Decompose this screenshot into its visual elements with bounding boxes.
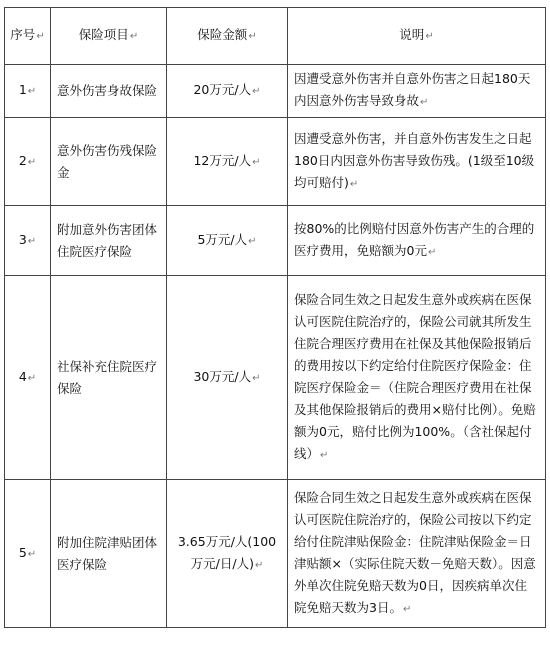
table-row	[5, 480, 546, 628]
item-cell	[51, 276, 167, 480]
paragraph-mark-icon: ↵	[248, 235, 257, 247]
paragraph-mark-icon: ↵	[254, 559, 264, 571]
paragraph-mark-icon: ↵	[427, 246, 437, 258]
row-number: 3	[18, 231, 27, 247]
amount-value: 20万元/人	[193, 82, 252, 97]
insurance-table	[4, 7, 546, 628]
item-cell	[51, 65, 167, 118]
table-row	[5, 118, 546, 206]
description-cell	[288, 276, 546, 480]
paragraph-mark-icon: ↵	[129, 31, 139, 42]
paragraph-mark-icon: ↵	[27, 548, 37, 560]
paragraph-mark-icon: ↵	[27, 156, 37, 168]
paragraph-mark-icon: ↵	[36, 31, 45, 42]
table-row	[5, 65, 546, 118]
amount-cell	[167, 206, 288, 276]
amount-cell	[167, 480, 288, 628]
row-number: 1	[18, 82, 27, 97]
table-row	[5, 206, 546, 276]
item-name: 社保补充住院医疗保险	[57, 358, 158, 396]
description-cell	[288, 65, 546, 118]
paragraph-mark-icon: ↵	[252, 156, 261, 168]
amount-cell	[167, 65, 288, 118]
item-name: 意外伤害身故保险	[57, 83, 158, 98]
description-cell	[288, 206, 546, 276]
description-text: 按80%的比例赔付因意外伤害产生的合理的医疗费用，免赔额为0元	[294, 220, 535, 258]
paragraph-mark-icon: ↵	[27, 372, 37, 384]
item-cell	[51, 480, 167, 628]
paragraph-mark-icon: ↵	[27, 235, 37, 247]
row-number-cell	[5, 480, 51, 628]
row-number: 2	[18, 152, 27, 168]
amount-value: 30万元/人	[193, 368, 252, 384]
paragraph-mark-icon: ↵	[27, 86, 37, 97]
description-text: 因遭受意外伤害并自意外伤害之日起180天内因意外伤害导致身故	[294, 71, 531, 108]
header-label-desc: 说明	[399, 27, 425, 42]
item-name: 意外伤害伤残保险金	[57, 142, 158, 180]
paragraph-mark-icon: ↵	[420, 97, 429, 108]
row-number: 5	[18, 544, 27, 560]
paragraph-mark-icon: ↵	[252, 86, 261, 97]
description-cell	[288, 118, 546, 206]
row-number-cell	[5, 65, 51, 118]
item-name: 附加意外伤害团体住院医疗保险	[57, 221, 158, 259]
header-cell-no	[5, 8, 51, 65]
amount-value: 12万元/人	[193, 152, 252, 168]
item-cell	[51, 206, 167, 276]
description-text: 保险合同生效之日起发生意外或疾病在医保认可医院住院治疗的，保险公司按以下约定给付住院津贴保险金：住院津贴保险金＝日津贴额×（实际住院天数－免赔天数）。因意外单次住院免赔天数为0日，因疾病单次住院免赔天数为3日。	[294, 489, 536, 615]
item-name: 附加住院津贴团体医疗保险	[57, 534, 158, 572]
paragraph-mark-icon: ↵	[402, 603, 412, 615]
description-text: 保险合同生效之日起发生意外或疾病在医保认可医院住院治疗的，保险公司就其所发生住院合理医疗费用在社保及其他保险报销后的费用按以下约定给付住院医疗保险金：住院医疗保险金＝（住院合理医疗费用在社保及其他保险报销后的费用×赔付比例）。免赔额为0元，赔付比例为100%。（含社保起付线）	[294, 291, 536, 461]
header-label-amount: 保险金额	[197, 27, 248, 42]
row-number-cell	[5, 206, 51, 276]
row-number-cell	[5, 276, 51, 480]
paragraph-mark-icon: ↵	[252, 372, 261, 384]
amount-cell	[167, 276, 288, 480]
description-cell	[288, 480, 546, 628]
row-number-cell	[5, 118, 51, 206]
header-label-no: 序号	[10, 27, 36, 42]
header-cell-item	[51, 8, 167, 65]
paragraph-mark-icon: ↵	[320, 449, 329, 461]
item-cell	[51, 118, 167, 206]
row-number: 4	[18, 368, 27, 384]
table-row	[5, 276, 546, 480]
amount-cell	[167, 118, 288, 206]
header-label-item: 保险项目	[78, 27, 129, 42]
paragraph-mark-icon: ↵	[248, 31, 257, 42]
amount-value: 3.65万元/人(100万元/日/人)	[177, 533, 277, 571]
header-row	[5, 8, 546, 65]
paragraph-mark-icon: ↵	[349, 178, 359, 190]
header-cell-desc	[288, 8, 546, 65]
amount-value: 5万元/人	[197, 231, 248, 247]
header-cell-amount	[167, 8, 288, 65]
paragraph-mark-icon: ↵	[425, 31, 434, 42]
description-text: 因遭受意外伤害，并自意外伤害发生之日起180日内因意外伤害导致伤残。(1级至10级均可赔付)	[294, 130, 535, 190]
